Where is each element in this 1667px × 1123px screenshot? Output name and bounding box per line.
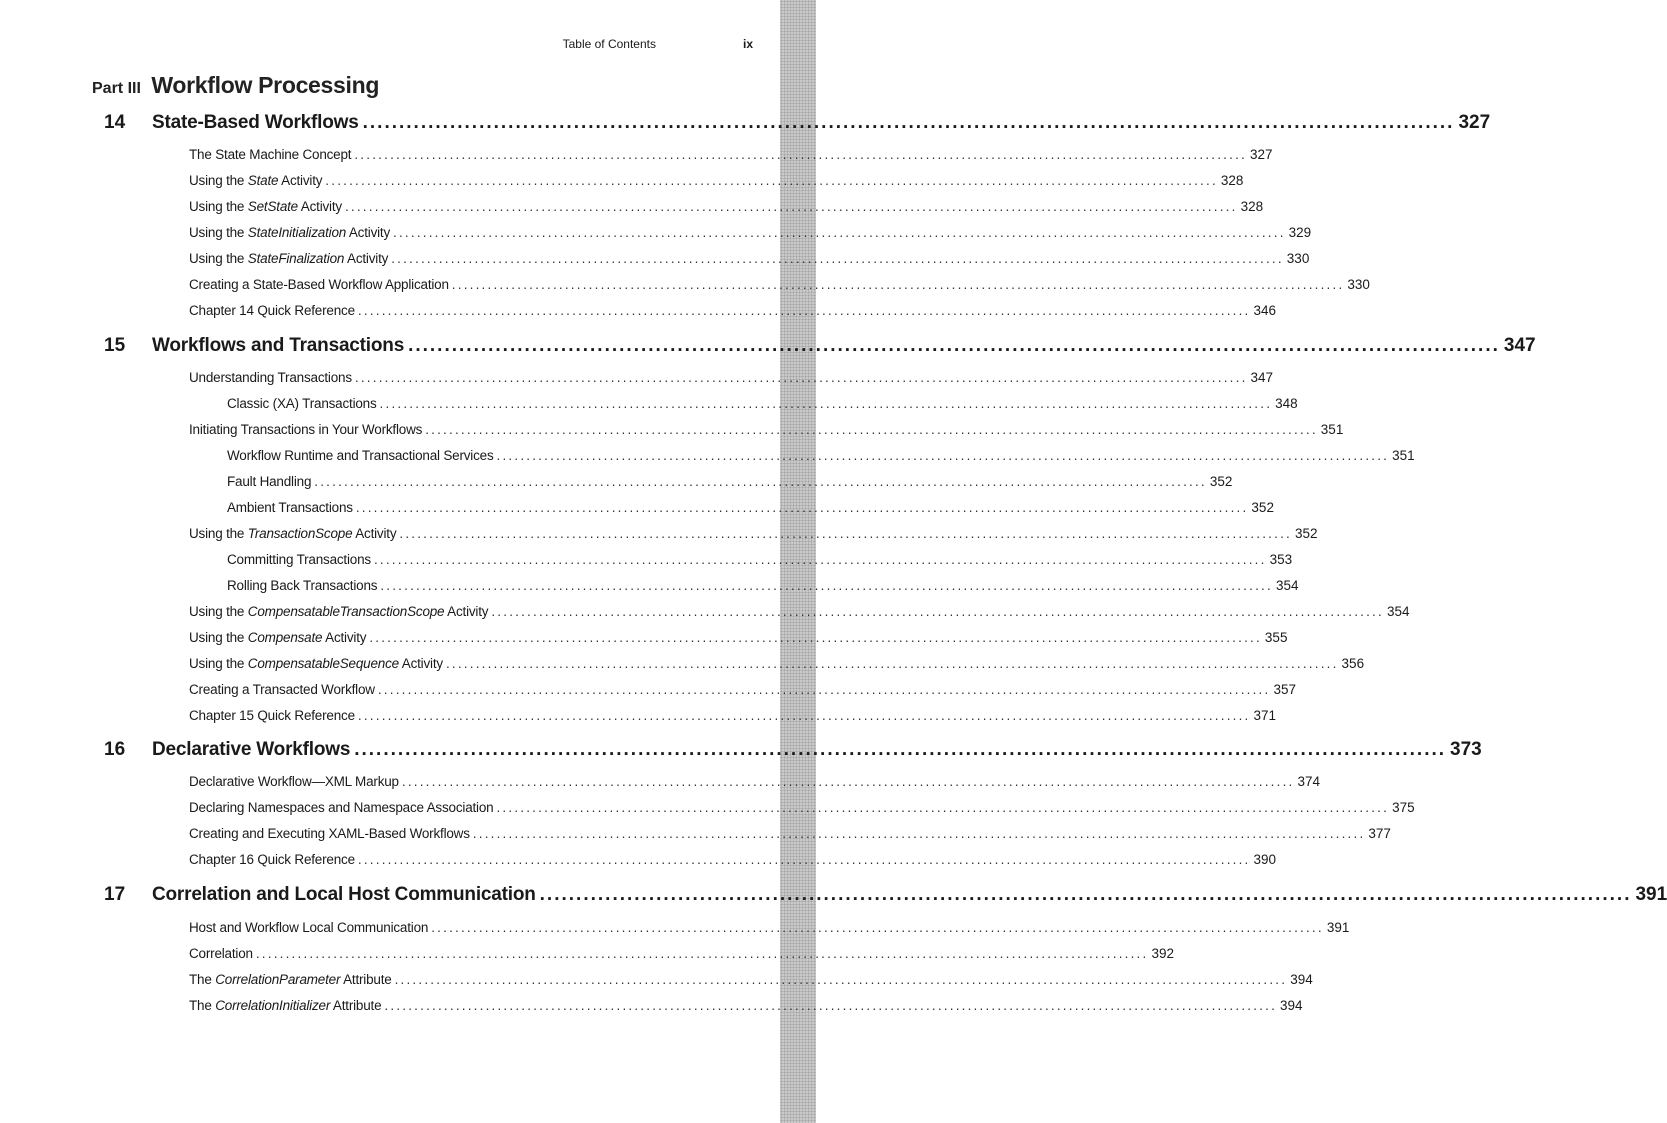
dot-leader: ......................................................................................................................................................: [491, 604, 1384, 619]
entry-page: 328: [1240, 199, 1264, 214]
dot-leader: ......................................................................................................................................................: [255, 946, 1149, 961]
chapter-heading-14[interactable]: [0, 112, 1491, 142]
entry-title: Chapter 16 Quick Reference: [189, 852, 355, 867]
dot-leader: ......................................................................................................................................................: [384, 998, 1278, 1013]
entry-title: Rolling Back Transactions: [227, 578, 378, 593]
entry-title: Declarative Workflow—XML Markup: [189, 774, 399, 789]
part-title: Workflow Processing: [151, 72, 380, 98]
dot-leader: ......................................................................................................................................................: [357, 303, 1251, 318]
dot-leader: ......................................................................................................................................................: [355, 500, 1249, 515]
part-label: Part III: [92, 80, 141, 97]
chapter-heading-15[interactable]: [0, 335, 1536, 365]
entry-title: Fault Handling: [227, 474, 312, 489]
entry-title: The CorrelationParameter Attribute: [189, 972, 392, 987]
entry-title: Using the CompensatableTransactionScope Activity: [189, 604, 489, 619]
dot-leader: ......................................................................................................................................................: [314, 474, 1207, 489]
entry-title: Classic (XA) Transactions: [227, 396, 377, 411]
chapter-page: 327: [1458, 112, 1491, 133]
entry-title: Using the StateFinalization Activity: [189, 251, 389, 266]
chapter-page: 391: [1635, 884, 1667, 905]
chapter-number: 17: [104, 884, 126, 905]
dot-leader: ......................................................................................................................................................: [472, 826, 1366, 841]
entry-page: 329: [1288, 225, 1312, 240]
part-heading: [92, 72, 379, 99]
dot-leader: ......................................................................................................................................................: [354, 739, 1447, 760]
entry-page: 377: [1368, 826, 1391, 841]
entry-page: 374: [1297, 774, 1321, 789]
entry-page: 330: [1347, 277, 1370, 292]
chapter-number: 16: [104, 739, 126, 760]
dot-leader: ......................................................................................................................................................: [431, 920, 1324, 935]
entry-title: Using the Compensate Activity: [189, 630, 367, 645]
entry-title: Chapter 15 Quick Reference: [189, 708, 355, 723]
header-page-number: ix: [742, 37, 753, 51]
dot-leader: ......................................................................................................................................................: [357, 852, 1251, 867]
dot-leader: ......................................................................................................................................................: [391, 251, 1284, 266]
dot-leader: ......................................................................................................................................................: [393, 225, 1286, 240]
dot-leader: ......................................................................................................................................................: [408, 335, 1500, 356]
dot-leader: ......................................................................................................................................................: [380, 578, 1273, 593]
entry-title: Host and Workflow Local Communication: [189, 920, 429, 935]
entry-page: 353: [1269, 552, 1293, 567]
chapter-page: 347: [1503, 335, 1536, 356]
dot-leader: ......................................................................................................................................................: [394, 972, 1288, 987]
entry-page: 354: [1275, 578, 1299, 593]
entry-page: 394: [1280, 998, 1303, 1013]
entry-page: 355: [1264, 630, 1288, 645]
dot-leader: ......................................................................................................................................................: [373, 552, 1267, 567]
entry-title: Committing Transactions: [227, 552, 371, 567]
dot-leader: ......................................................................................................................................................: [496, 448, 1390, 463]
entry-page: 391: [1326, 920, 1350, 935]
entry-title: The State Machine Concept: [189, 147, 352, 162]
entry-title: Understanding Transactions: [189, 370, 352, 385]
dot-leader: ......................................................................................................................................................: [399, 526, 1292, 541]
chapter-title: State-Based Workflows: [152, 112, 359, 133]
chapter-number: 14: [104, 112, 126, 133]
dot-leader: ......................................................................................................................................................: [344, 199, 1238, 214]
chapter-title: Declarative Workflows: [152, 739, 351, 760]
dot-leader: ......................................................................................................................................................: [401, 774, 1295, 789]
entry-title: Initiating Transactions in Your Workflows: [189, 422, 423, 437]
dot-leader: ......................................................................................................................................................: [354, 147, 1247, 162]
chapter-heading-16[interactable]: [0, 739, 1482, 769]
entry-title: Using the CompensatableSequence Activity: [189, 656, 443, 671]
entry-title: Creating and Executing XAML-Based Workflows: [189, 826, 470, 841]
entry-page: 346: [1253, 303, 1277, 318]
header-title: Table of Contents: [562, 37, 656, 51]
entry-title: Ambient Transactions: [227, 500, 353, 515]
entry-page: 327: [1249, 147, 1273, 162]
dot-leader: ......................................................................................................................................................: [539, 884, 1632, 905]
entry-page: 375: [1392, 800, 1415, 815]
dot-leader: ......................................................................................................................................................: [425, 422, 1318, 437]
entry-title: Workflow Runtime and Transactional Services: [227, 448, 494, 463]
entry-page: 352: [1251, 500, 1274, 515]
chapter-title: Correlation and Local Host Communication: [152, 884, 536, 905]
entry-page: 328: [1220, 173, 1244, 188]
entry-title: The CorrelationInitializer Attribute: [189, 998, 382, 1013]
dot-leader: ......................................................................................................................................................: [496, 800, 1390, 815]
entry-page: 351: [1320, 422, 1344, 437]
entry-page: 356: [1341, 656, 1365, 671]
dot-leader: ......................................................................................................................................................: [325, 173, 1218, 188]
dot-leader: ......................................................................................................................................................: [379, 396, 1273, 411]
entry-page: 330: [1286, 251, 1310, 266]
entry-page: 351: [1392, 448, 1415, 463]
chapter-number: 15: [104, 335, 126, 356]
entry-title: Using the StateInitialization Activity: [189, 225, 391, 240]
entry-title: Correlation: [189, 946, 253, 961]
entry-title: Using the TransactionScope Activity: [189, 526, 397, 541]
entry-page: 352: [1294, 526, 1318, 541]
entry-page: 371: [1253, 708, 1277, 723]
entry-title: Using the State Activity: [189, 173, 323, 188]
entry-page: 352: [1209, 474, 1233, 489]
entry-title: Declaring Namespaces and Namespace Association: [189, 800, 494, 815]
chapter-page: 373: [1450, 739, 1482, 760]
entry-title: Creating a State-Based Workflow Application: [189, 277, 449, 292]
chapter-heading-17[interactable]: [0, 884, 1667, 914]
dot-leader: ......................................................................................................................................................: [451, 277, 1345, 292]
entry-page: 354: [1386, 604, 1410, 619]
dot-leader: ......................................................................................................................................................: [357, 708, 1251, 723]
entry-page: 357: [1273, 682, 1296, 697]
dot-leader: ......................................................................................................................................................: [377, 682, 1271, 697]
entry-page: 390: [1253, 852, 1277, 867]
entry-page: 347: [1250, 370, 1274, 385]
running-header: [0, 37, 780, 55]
entry-title: Creating a Transacted Workflow: [189, 682, 375, 697]
entry-title: Chapter 14 Quick Reference: [189, 303, 355, 318]
chapter-title: Workflows and Transactions: [152, 335, 405, 356]
dot-leader: ......................................................................................................................................................: [445, 656, 1339, 671]
entry-page: 394: [1290, 972, 1313, 987]
entry-page: 392: [1151, 946, 1174, 961]
dot-leader: ......................................................................................................................................................: [369, 630, 1262, 645]
dot-leader: ......................................................................................................................................................: [354, 370, 1248, 385]
entry-page: 348: [1275, 396, 1298, 411]
dot-leader: ......................................................................................................................................................: [362, 112, 1455, 133]
entry-title: Using the SetState Activity: [189, 199, 342, 214]
